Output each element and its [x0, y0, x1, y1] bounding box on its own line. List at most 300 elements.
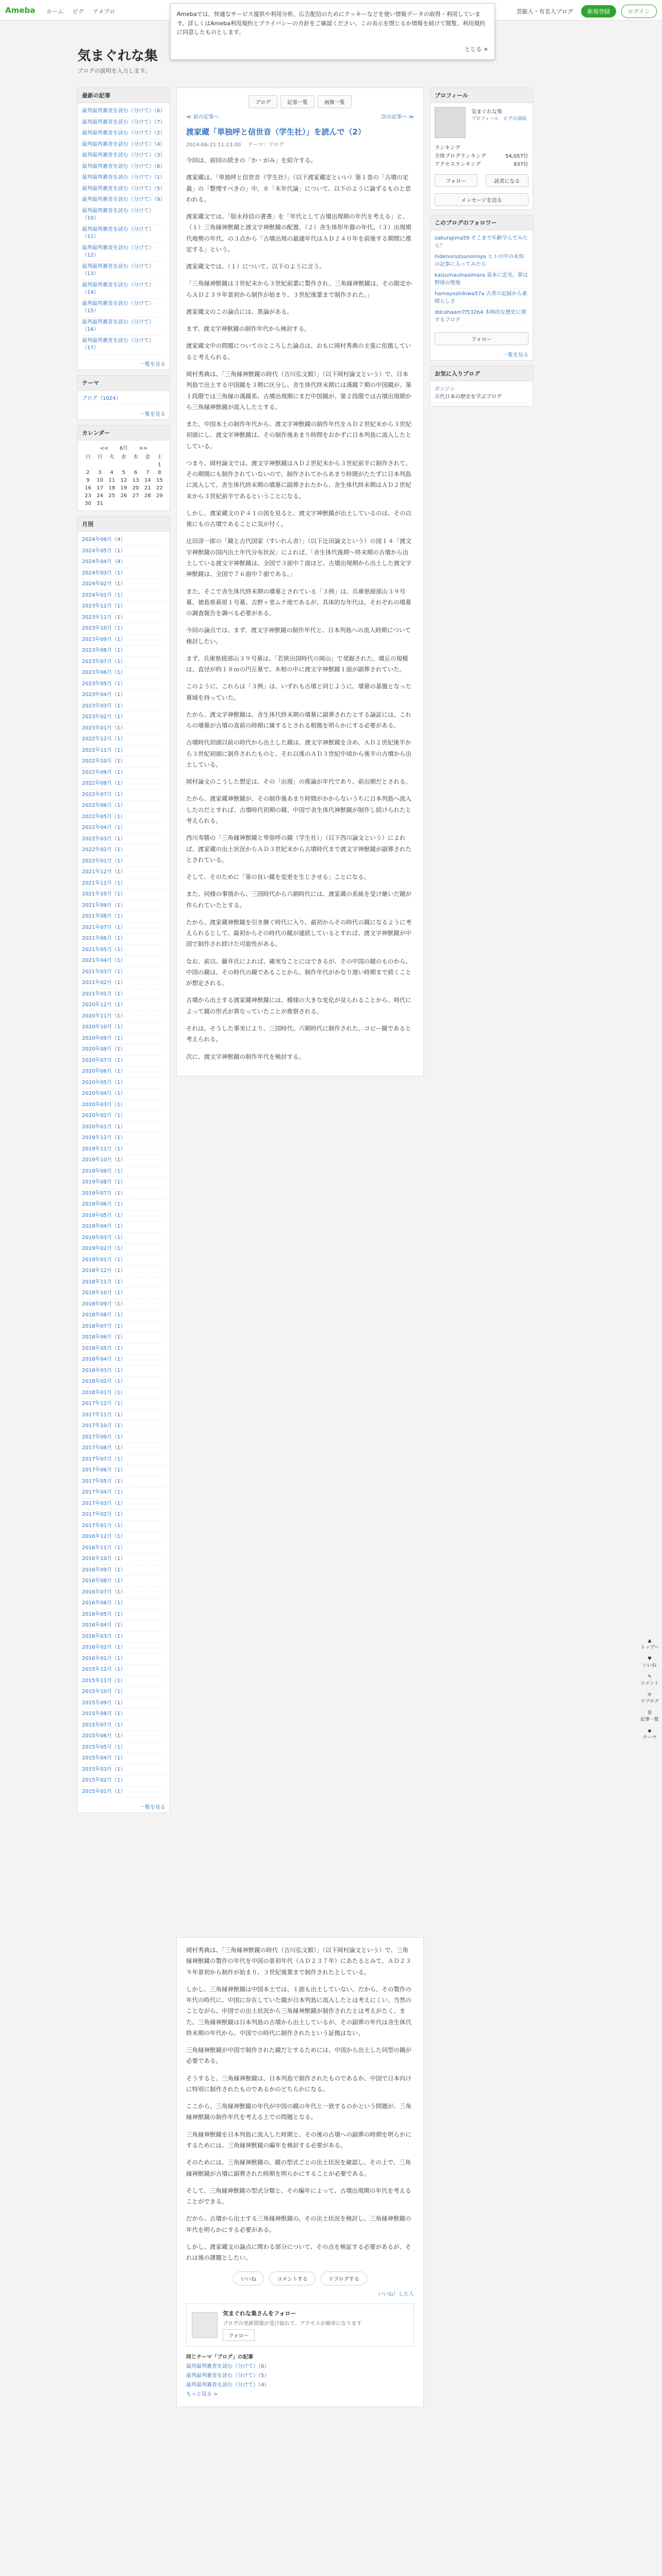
- recent-entry-link[interactable]: 最判最判審査を読む（分けて）（3）: [82, 152, 166, 158]
- archive-month-link[interactable]: 2018年08月（1）: [82, 1312, 126, 1318]
- entry-title[interactable]: 渡家蔵「単独呼と信世音（学生社）」を読んで（2）: [186, 127, 366, 137]
- list-item: [82, 1432, 166, 1444]
- archive-month-link[interactable]: 2023年04月（1）: [82, 692, 126, 698]
- archive-month-link[interactable]: 2019年07月（1）: [82, 1190, 126, 1196]
- archive-month-link[interactable]: 2016年07月（1）: [82, 1589, 126, 1595]
- archive-month-link[interactable]: 2022年05月（1）: [82, 814, 126, 820]
- list-item: [82, 1078, 166, 1089]
- entry-meta: [186, 140, 414, 148]
- calendar-day[interactable]: 29: [156, 493, 163, 499]
- archive-month-link[interactable]: 2017年06月（1）: [82, 1467, 126, 1473]
- calendar-day[interactable]: 12: [120, 478, 127, 483]
- related-more-link[interactable]: もっと見る >: [186, 2392, 218, 2398]
- theme-more-link[interactable]: 一覧を見る: [140, 412, 166, 417]
- list-item: [82, 1753, 166, 1765]
- paragraph: 西川寿勝の「三角縁神獣鏡と卑弥呼の鏡（学生社）」（以下西川論文という）によれば、渡家蔵の出土状況からＡＤ３世紀末から古墳時代まで渡文字神獣鏡が副葬されたとされている。: [186, 834, 411, 863]
- signup-button[interactable]: 新規登録: [581, 5, 616, 18]
- archive-month-link[interactable]: 2017年08月（1）: [82, 1445, 126, 1451]
- list-item: [435, 252, 528, 270]
- archive-month-link[interactable]: 2018年12月（1）: [82, 1268, 126, 1274]
- favorite-blog-desc: 古代日本の歴史を学ぶブログ: [435, 394, 502, 400]
- recent-entry-link[interactable]: 最判最判審査を読む（分けて）（12）: [82, 245, 154, 258]
- list-item: [82, 1277, 166, 1289]
- entry-theme[interactable]: テーマ：ブログ: [247, 142, 284, 148]
- calendar-day[interactable]: 10: [96, 478, 104, 483]
- calendar-day[interactable]: 22: [156, 485, 163, 491]
- top-right-actions: [517, 5, 657, 18]
- archive-month-link[interactable]: 2021年03月（1）: [82, 969, 126, 975]
- list-item: [82, 262, 166, 280]
- paragraph: 岡村論文のこうした想定は、その「出現」の推論が年代であり、前出期だとされる。: [186, 778, 411, 786]
- archive-month-link[interactable]: 2016年05月（1）: [82, 1611, 126, 1617]
- calendar-day[interactable]: 7: [146, 470, 150, 476]
- archive-month-link[interactable]: 2023年05月（1）: [82, 681, 126, 687]
- archive-month-link[interactable]: 2022年01月（1）: [82, 858, 126, 864]
- calendar-day[interactable]: 26: [120, 493, 127, 499]
- avatar[interactable]: [435, 107, 466, 138]
- archive-month-link[interactable]: 2018年01月（1）: [82, 1389, 126, 1396]
- archive-more-link[interactable]: 一覧を見る: [140, 1805, 166, 1810]
- calendar-day[interactable]: 11: [108, 478, 115, 483]
- list-item: [82, 206, 166, 225]
- archive-month-link[interactable]: 2017年07月（1）: [82, 1456, 126, 1462]
- archive-month-link[interactable]: 2016年06月（1）: [82, 1600, 126, 1606]
- calendar-day[interactable]: 23: [85, 493, 91, 499]
- calendar-day[interactable]: 21: [144, 485, 151, 491]
- archive-month-link[interactable]: 2020年03月（1）: [82, 1101, 126, 1108]
- archive-month-link[interactable]: 2019年05月（1）: [82, 1212, 126, 1218]
- entry-date: 2024-06-21 11:23:00: [186, 142, 241, 148]
- archive-month-link[interactable]: 2020年12月（1）: [82, 1002, 126, 1008]
- nav-home[interactable]: ホーム: [46, 8, 63, 15]
- list-item: [82, 901, 166, 912]
- blog-top-button[interactable]: ブログ: [249, 95, 277, 108]
- archive-month-link[interactable]: 2015年10月（1）: [82, 1689, 126, 1694]
- archive-month-link[interactable]: 2017年03月（1）: [82, 1500, 126, 1506]
- ranking-label[interactable]: アクセスランキング: [435, 162, 481, 167]
- archive-month-link[interactable]: 2017年02月（1）: [82, 1512, 126, 1517]
- ranking-value: 54,057位: [505, 154, 528, 159]
- archive-month-link[interactable]: 2022年02月（1）: [82, 847, 126, 853]
- recent-entries: [77, 88, 170, 370]
- paragraph: そして、そのために「第の良い鏡を変更を生じさせる」ことになる。: [186, 873, 370, 881]
- related-entry-link[interactable]: 最判最判審査を読む（分けて）（4）: [186, 2382, 270, 2388]
- list-item: [82, 1388, 166, 1399]
- archive-month-link[interactable]: 2019年02月（1）: [82, 1246, 126, 1251]
- archive-month-link[interactable]: 2019年12月（1）: [82, 1135, 126, 1141]
- recent-entry-link[interactable]: 最判最判審査を読む（分けて）（9）: [82, 197, 166, 202]
- related-entry-link[interactable]: 最判最判審査を読む（分けて）（5）: [186, 2373, 270, 2379]
- archive-month-link[interactable]: 2017年12月（1）: [82, 1401, 126, 1406]
- archive-month-link[interactable]: 2024年05月（1）: [82, 548, 126, 554]
- recent-entry-link[interactable]: 最判最判審査を読む（分けて）（1）: [82, 175, 166, 180]
- reblog-button[interactable]: リブログする: [321, 2272, 367, 2285]
- archive-month-link[interactable]: 2023年12月（1）: [82, 603, 126, 609]
- archive-month-link[interactable]: 2021年02月（1）: [82, 980, 126, 986]
- follower-item[interactable]: kaizumaulnasimara 基本に忠実。夢は野球の聖地: [435, 273, 528, 286]
- weekday-label: 水: [121, 454, 126, 460]
- follower-item[interactable]: hamayoshikiwa57a 古書の記録から素晴らしさ: [435, 291, 527, 304]
- ranking-heading: ランキング: [435, 145, 460, 151]
- theme-heading: テーマ: [78, 376, 170, 391]
- archive-month-link[interactable]: 2020年06月（1）: [82, 1069, 126, 1074]
- floating-side-icons: [638, 1638, 661, 1747]
- recent-more-link[interactable]: 一覧を見る: [140, 361, 166, 367]
- likers-link[interactable]: いいね！した人: [378, 2292, 414, 2298]
- calendar-month: << 6月 >>: [100, 446, 148, 451]
- archive-month-link[interactable]: 2020年01月（1）: [82, 1124, 126, 1130]
- list-item: [82, 1565, 166, 1577]
- list-item: [82, 956, 166, 967]
- archive-month-link[interactable]: 2020年02月（1）: [82, 1113, 126, 1118]
- calendar-day[interactable]: 25: [108, 493, 115, 499]
- archive-month-link[interactable]: 2023年06月（1）: [82, 670, 126, 675]
- archive-month-link[interactable]: 2018年06月（1）: [82, 1334, 126, 1340]
- calendar-day[interactable]: 5: [122, 470, 126, 476]
- archive-month-link[interactable]: 2024年03月（1）: [82, 570, 126, 576]
- list-item: [82, 1598, 166, 1609]
- cookie-text: Amebaでは、快適なサービス提供や利用分析、広告配信のためにクッキーなどを使い情報データの取得・利用しています。詳しくはAmeba利用規約とプライバシーの方針をご確認ください。この表示を閉じるか情報を続けて閲覧、利用規約に同意したものとします。: [177, 11, 486, 36]
- list-item: [82, 1244, 166, 1255]
- archive-month-link[interactable]: 2015年06月（1）: [82, 1733, 126, 1739]
- calendar-day[interactable]: 1: [158, 462, 161, 468]
- list-item: [82, 1211, 166, 1222]
- archive-month-link[interactable]: 2019年06月（1）: [82, 1201, 126, 1207]
- celebrity-blog-link[interactable]: 芸能人・有名人ブログ: [516, 8, 573, 15]
- archive-month-link[interactable]: 2015年05月（1）: [82, 1744, 126, 1750]
- list-item: [82, 1454, 166, 1466]
- paragraph: また、そこで舎生体代終末期の墳墓とされている「３例」は、兵庫県綾部山３９号墓、徳島県萩原１号墓、吉野ヶ里ムテ地であるが、具体的な年代は、それぞれの墳墓の調査報告を調べる必要がある。: [186, 587, 411, 617]
- list-item: [82, 923, 166, 934]
- list-item: [82, 568, 166, 580]
- calendar-day[interactable]: 27: [132, 493, 139, 499]
- calendar-day[interactable]: 18: [108, 485, 115, 491]
- like-icon[interactable]: ♥ いいね: [642, 1656, 657, 1668]
- archive-month-link[interactable]: 2015年03月（1）: [82, 1766, 126, 1772]
- prev-entry-link[interactable]: ≪ 前の記事へ: [186, 114, 219, 120]
- archive-month-link[interactable]: 2017年10月（1）: [82, 1423, 126, 1429]
- archive-month-link[interactable]: 2023年09月（1）: [82, 636, 126, 642]
- archive-month-link[interactable]: 2017年01月（1）: [82, 1522, 126, 1529]
- paragraph: 「三角縁神獣鏡は３世紀末から３世紀前葉に製作され、三角縁神獣鏡は、その限定からＡＤ２３９年景初から制作が始まり、３世紀後葉まで制作された。」: [186, 280, 412, 298]
- followers-follow-button[interactable]: フォロー: [435, 332, 528, 345]
- recent-entry-link[interactable]: 最判最判審査を読む（分けて）（11）: [82, 226, 154, 240]
- archive-month-link[interactable]: 2016年10月（1）: [82, 1556, 126, 1562]
- archive-month-link[interactable]: 2020年07月（1）: [82, 1057, 126, 1063]
- recent-entry-link[interactable]: 最判最判審査を読む（分けて）（2）: [82, 130, 166, 136]
- list-item: [82, 1177, 166, 1189]
- archive-month-link[interactable]: 2018年09月（1）: [82, 1301, 126, 1307]
- list-item: [82, 978, 166, 989]
- blog-title[interactable]: 気まぐれな集: [77, 48, 158, 64]
- paragraph: しかし、渡家蔵文の論点に関わる部分について、その点を検証する必要があるが、それは後の課題としたい。: [186, 2243, 411, 2262]
- list-item: [82, 1775, 166, 1787]
- follower-item[interactable]: hidenoriutsunomiya ヒトの中の未知の記事に入ってみたら: [435, 254, 524, 267]
- archive-month-link[interactable]: 2020年10月（1）: [82, 1024, 126, 1030]
- calendar-day[interactable]: 9: [86, 478, 90, 483]
- list-item: [82, 1399, 166, 1410]
- recent-entry-link[interactable]: 最判最判審査を読む（分けて）（4）: [82, 141, 166, 147]
- archive-month-link[interactable]: 2016年02月（1）: [82, 1645, 126, 1650]
- follow-button[interactable]: フォロー: [435, 174, 477, 187]
- related-entry-link[interactable]: 最判最判審査を読む（分けて）（6）: [186, 2364, 270, 2370]
- archive-month-link[interactable]: 2024年06月（4）: [82, 537, 126, 543]
- follower-item[interactable]: ddcahaam7f532b4 本格的な歴史に関するブログ: [435, 310, 526, 323]
- list-item: [82, 1410, 166, 1421]
- article: [176, 88, 424, 1076]
- paragraph: たから、渡家蔵神獣鏡を引き継ぐ時代に入り、最初からその時代の鏡になるように考えられるとして、最初からその時代の鏡が連続しているとすれば、渡文字神獣鏡が中国で制作され続けた可能性がある。: [186, 918, 411, 948]
- archive-month-link[interactable]: 2023年11月（1）: [82, 614, 126, 620]
- archive-month-link[interactable]: 2015年01月（1）: [82, 1788, 126, 1794]
- archive-month-link[interactable]: 2024年04月（4）: [82, 559, 126, 565]
- archive-month-link[interactable]: 2019年11月（1）: [82, 1146, 126, 1152]
- calendar-day[interactable]: 24: [96, 493, 104, 499]
- calendar-day[interactable]: 2: [86, 470, 90, 476]
- calendar-prev-icon[interactable]: <<: [100, 446, 109, 451]
- weekday-label: 木: [133, 454, 139, 460]
- theme-icon[interactable]: ◆ テーマ: [642, 1728, 657, 1740]
- archive-month-link[interactable]: 2017年05月（1）: [82, 1478, 126, 1484]
- archive-month-link[interactable]: 2024年02月（1）: [82, 581, 126, 587]
- blog-thumbnail: [192, 2312, 218, 2338]
- top-icon[interactable]: ▲ トップへ: [640, 1638, 659, 1650]
- comment-icon[interactable]: ✎ コメント: [640, 1674, 659, 1686]
- archive-month-link[interactable]: 2018年02月（1）: [82, 1379, 126, 1384]
- archive-month-link[interactable]: 2019年03月（1）: [82, 1234, 126, 1241]
- paragraph: 渡家蔵文では、（１）について、以下のように言う。: [186, 263, 325, 270]
- recent-entry-link[interactable]: 最判最判審査を読む（分けて）（15）: [82, 300, 154, 314]
- list-item: [82, 945, 166, 956]
- followers-box: [430, 215, 533, 361]
- archive-month-link[interactable]: 2022年10月（1）: [82, 758, 126, 764]
- archive-month-link[interactable]: 2021年04月（1）: [82, 958, 126, 963]
- left-sidebar: [77, 88, 170, 1818]
- calendar-day[interactable]: 20: [132, 485, 139, 491]
- calendar-day[interactable]: 16: [85, 485, 91, 491]
- favorite-blogs-box: [430, 366, 533, 406]
- reader-button[interactable]: 読者になる: [486, 174, 528, 187]
- list-item: [82, 867, 166, 878]
- archive-month-link[interactable]: 2018年03月（1）: [82, 1367, 126, 1374]
- archive-month-link[interactable]: 2020年09月（1）: [82, 1035, 126, 1041]
- calendar-day[interactable]: 31: [96, 501, 104, 506]
- favorite-blog-link[interactable]: ポンジン: [435, 386, 455, 392]
- archive-list: [78, 532, 170, 1801]
- archive-month-link[interactable]: 2020年05月（1）: [82, 1079, 126, 1086]
- theme-item[interactable]: ブログ（1024）: [82, 395, 121, 401]
- profile-links[interactable]: プロフィール ピグの部屋: [471, 116, 527, 122]
- archive-month-link[interactable]: 2019年09月（1）: [82, 1168, 126, 1174]
- ranking-value: 937位: [513, 162, 528, 167]
- list-item: [82, 1000, 166, 1011]
- list-item: [82, 184, 166, 195]
- list-item: [82, 668, 166, 679]
- list-item: [82, 1366, 166, 1377]
- archive-month-link[interactable]: 2016年09月（1）: [82, 1567, 126, 1573]
- list-item: [82, 1133, 166, 1144]
- list-item: [82, 712, 166, 723]
- archive-month-link[interactable]: 2015年07月（1）: [82, 1722, 126, 1728]
- profile-box: [430, 88, 533, 210]
- list-item: [435, 270, 528, 289]
- calendar-day[interactable]: 8: [158, 470, 161, 476]
- archive-month-link[interactable]: 2017年09月（1）: [82, 1434, 126, 1440]
- archive-month-link[interactable]: 2021年09月（1）: [82, 902, 126, 908]
- paragraph: 辻田淳一郎の「鏡と古代国家（すいれん舎）」（以下辻田論文という）の図１４「渡文字神獣鏡の国内出土年代分布状況」によれば、「舎生体代後期～終末期の古墳から出土している渡文字神獣鏡は、全国で３面中７面ほど、古墳出現期から出土した渡文字神獣鏡は、全国で７６面中７面である。」: [186, 537, 411, 578]
- next-entry-link[interactable]: 次の記事へ ≫: [381, 114, 414, 120]
- archive-month-link[interactable]: 2023年08月（1）: [82, 648, 126, 653]
- archive-month-link[interactable]: 2021年10月（1）: [82, 891, 126, 897]
- article-continued: [176, 1937, 424, 2407]
- archive-month-link[interactable]: 2018年11月（1）: [82, 1279, 126, 1285]
- archive-month-link[interactable]: 2015年09月（1）: [82, 1700, 126, 1706]
- archive-month-link[interactable]: 2020年11月（1）: [82, 1013, 126, 1019]
- calendar-day[interactable]: 15: [156, 478, 163, 483]
- archive-month-link[interactable]: 2016年04月（1）: [82, 1622, 126, 1628]
- cookie-close-button[interactable]: とじる ×: [465, 46, 488, 53]
- archive-month-link[interactable]: 2022年09月（1）: [82, 769, 126, 775]
- list-item: [82, 635, 166, 646]
- list-item: [82, 128, 166, 140]
- calendar-day[interactable]: 3: [98, 470, 102, 476]
- calendar-day: [94, 461, 106, 469]
- like-button[interactable]: いいね: [233, 2272, 264, 2285]
- archive-month-link[interactable]: 2015年08月（1）: [82, 1711, 126, 1717]
- recent-entry-link[interactable]: 最判最判審査を読む（分けて）（13）: [82, 263, 154, 277]
- archive-month-link[interactable]: 2022年11月（1）: [82, 747, 126, 753]
- archive-month-link[interactable]: 2023年02月（1）: [82, 714, 126, 720]
- list-item: [82, 1477, 166, 1488]
- archive-month-link[interactable]: 2023年10月（1）: [82, 625, 126, 631]
- comment-button[interactable]: コメントする: [269, 2272, 316, 2285]
- recent-entry-link[interactable]: 最判最判審査を読む（分けて）（7）: [82, 119, 166, 125]
- archive-month-link[interactable]: 2019年10月（1）: [82, 1157, 126, 1163]
- archive-month-link[interactable]: 2021年05月（1）: [82, 946, 126, 953]
- archive-heading: 月別: [78, 517, 170, 532]
- calendar-day: [142, 461, 154, 469]
- archive-month-link[interactable]: 2021年08月（1）: [82, 913, 126, 919]
- follower-item[interactable]: sakurajima59 そこまで年齢学んでみたら？: [435, 235, 528, 249]
- list-item: [82, 1155, 166, 1166]
- followers-more-link[interactable]: 一覧を見る: [503, 352, 528, 358]
- calendar-day[interactable]: 19: [120, 485, 127, 491]
- archive-month-link[interactable]: 2020年04月（1）: [82, 1091, 126, 1096]
- image-list-button[interactable]: 画像一覧: [318, 95, 352, 108]
- reblog-icon[interactable]: ⟳ リブログ: [640, 1692, 659, 1704]
- nav-pigg[interactable]: ピグ: [72, 8, 84, 15]
- archive-month-link[interactable]: 2021年07月（1）: [82, 924, 126, 930]
- follow-card-button[interactable]: フォロー: [223, 2329, 255, 2341]
- list-item: [82, 1255, 166, 1266]
- entry-list-button[interactable]: 記事一覧: [280, 95, 315, 108]
- recent-entry-link[interactable]: 最判最判審査を読む（分けて）（10）: [82, 208, 154, 221]
- archive-month-link[interactable]: 2017年04月（1）: [82, 1489, 126, 1495]
- calendar-day[interactable]: 13: [132, 478, 139, 483]
- archive-month-link[interactable]: 2021年12月（1）: [82, 869, 126, 875]
- recent-entry-link[interactable]: 最判最判審査を読む（分けて）（17）: [82, 337, 154, 351]
- recent-list: [78, 103, 170, 358]
- archive-month-link[interactable]: 2016年12月（1）: [82, 1534, 126, 1539]
- archive-month-link[interactable]: 2015年04月（1）: [82, 1755, 126, 1761]
- archive-month-link[interactable]: 2024年01月（1）: [82, 592, 126, 598]
- archive-month-link[interactable]: 2019年04月（1）: [82, 1224, 126, 1229]
- list-item: [82, 601, 166, 613]
- calendar-day: [118, 461, 129, 469]
- archive-month-link[interactable]: 2018年04月（1）: [82, 1357, 126, 1362]
- calendar-next-icon[interactable]: >>: [139, 446, 148, 451]
- calendar-day[interactable]: 4: [110, 470, 114, 476]
- archive-month-link[interactable]: 2022年04月（1）: [82, 825, 126, 831]
- archive-month-link[interactable]: 2018年10月（1）: [82, 1290, 126, 1296]
- archive-month-link[interactable]: 2015年12月（1）: [82, 1667, 126, 1672]
- calendar-heading: カレンダー: [78, 426, 170, 440]
- archive-month-link[interactable]: 2023年07月（1）: [82, 658, 126, 665]
- archive-month-link[interactable]: 2017年11月（1）: [82, 1412, 126, 1418]
- archive-month-link[interactable]: 2022年07月（1）: [82, 791, 126, 798]
- archive-month-link[interactable]: 2022年12月（1）: [82, 736, 126, 742]
- calendar-day[interactable]: 17: [96, 485, 104, 491]
- list-item: [82, 117, 166, 129]
- ranking-label[interactable]: 全体ブログランキング: [435, 154, 486, 159]
- list-item: [82, 140, 166, 151]
- calendar-day: [82, 461, 94, 469]
- recent-entry-link[interactable]: 最判最判審査を読む（分けて）（5）: [82, 185, 166, 192]
- archive-month-link[interactable]: 2023年03月（1）: [82, 703, 126, 709]
- calendar-day: [154, 500, 166, 507]
- archive-month-link[interactable]: 2019年08月（1）: [82, 1179, 126, 1185]
- archive-month-link[interactable]: 2021年06月（1）: [82, 936, 126, 941]
- archive-month-link[interactable]: 2019年01月（1）: [82, 1257, 126, 1263]
- blog-header: [77, 45, 158, 75]
- archive-month-link[interactable]: 2018年05月（1）: [82, 1345, 126, 1351]
- ameba-logo[interactable]: Ameba: [5, 6, 36, 15]
- list-item: [82, 911, 166, 923]
- recent-entry-link[interactable]: 最判最判審査を読む（分けて）（16）: [82, 319, 154, 332]
- archive-month-link[interactable]: 2023年01月（1）: [82, 725, 126, 731]
- archive-month-link[interactable]: 2016年08月（1）: [82, 1578, 126, 1584]
- calendar-day[interactable]: 28: [144, 493, 151, 499]
- archive-month-link[interactable]: 2021年01月（1）: [82, 991, 126, 997]
- archive-month-link[interactable]: 2020年08月（1）: [82, 1046, 126, 1052]
- recent-entry-link[interactable]: 最判最判審査を読む（分けて）（6）: [82, 108, 166, 114]
- archive-month-link[interactable]: 2022年03月（1）: [82, 836, 126, 842]
- archive-month-link[interactable]: 2022年08月（1）: [82, 781, 126, 786]
- recent-entry-link[interactable]: 最判最判審査を読む（分けて）（8）: [82, 163, 166, 170]
- archive-month-link[interactable]: 2016年03月（1）: [82, 1633, 126, 1639]
- archive-month-link[interactable]: 2016年01月（1）: [82, 1655, 126, 1662]
- list-icon[interactable]: ☰ 記事一覧: [640, 1710, 659, 1722]
- archive-month-link[interactable]: 2016年11月（1）: [82, 1545, 126, 1551]
- paragraph: 渡家蔵文のこの論点には、異論がある。: [186, 308, 293, 315]
- archive-month-link[interactable]: 2022年06月（1）: [82, 803, 126, 808]
- calendar-day[interactable]: 30: [85, 501, 91, 506]
- list-item: [82, 723, 166, 735]
- calendar-day[interactable]: 14: [144, 478, 151, 483]
- message-button[interactable]: メッセージを送る: [435, 193, 528, 206]
- nav-ameblo[interactable]: アメブロ: [93, 8, 115, 15]
- list-item: [82, 243, 166, 262]
- list-item: [82, 1344, 166, 1355]
- archive-month-link[interactable]: 2018年07月（1）: [82, 1323, 126, 1329]
- archive-month-link[interactable]: 2015年11月（1）: [82, 1677, 126, 1684]
- login-button[interactable]: ログイン: [621, 5, 657, 18]
- list-item: [82, 1354, 166, 1366]
- profile-name[interactable]: 気まぐれな集: [471, 109, 503, 115]
- archive-month-link[interactable]: 2021年11月（1）: [82, 880, 126, 886]
- recent-entry-link[interactable]: 最判最判審査を読む（分けて）（14）: [82, 282, 154, 295]
- calendar-day[interactable]: 6: [134, 470, 138, 476]
- archive-month-link[interactable]: 2015年02月（1）: [82, 1777, 126, 1783]
